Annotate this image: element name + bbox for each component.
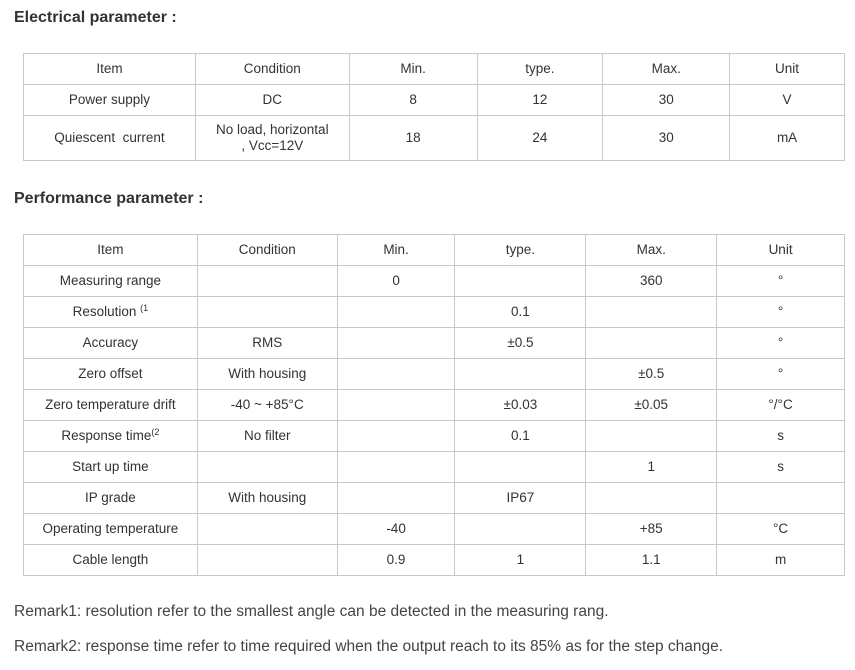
cell-type: 12	[477, 85, 603, 116]
cell-min	[337, 421, 455, 452]
cell-min	[337, 297, 455, 328]
cell-max	[586, 483, 717, 514]
cell-item	[24, 390, 198, 421]
cell-unit: °	[717, 359, 845, 390]
electrical-parameter-title: Electrical parameter :	[14, 9, 177, 26]
remark-1: Remark1: resolution refer to the smallest angle can be detected in the measuring rang.	[14, 603, 609, 620]
table-row	[24, 328, 845, 359]
cell-min: 18	[349, 116, 477, 161]
cell-max	[586, 421, 717, 452]
cell-unit: V	[730, 85, 845, 116]
cell-type: IP67	[455, 483, 586, 514]
cell-condition: DC	[195, 85, 349, 116]
cell-item	[24, 297, 198, 328]
cell-condition: No load, horizontal , Vcc=12V	[195, 116, 349, 161]
table-row	[24, 390, 845, 421]
cell-max: +85	[586, 514, 717, 545]
cell-condition	[197, 297, 337, 328]
cell-unit: m	[717, 545, 845, 576]
cell-item: Power supply	[24, 85, 196, 116]
header-item: Item	[24, 54, 196, 85]
table-row	[24, 452, 845, 483]
cell-item	[24, 483, 198, 514]
cell-min	[337, 483, 455, 514]
cell-condition: With housing	[197, 359, 337, 390]
table-header-row	[24, 235, 845, 266]
cell-item	[24, 359, 198, 390]
header-unit: Unit	[717, 235, 845, 266]
cell-unit: °	[717, 266, 845, 297]
table-row	[24, 545, 845, 576]
table-row	[24, 483, 845, 514]
cell-max: 1	[586, 452, 717, 483]
cell-min	[337, 390, 455, 421]
cell-max: 30	[603, 116, 730, 161]
cell-max: 1.1	[586, 545, 717, 576]
cell-item	[24, 452, 198, 483]
cell-condition: RMS	[197, 328, 337, 359]
cell-item	[24, 545, 198, 576]
footnote-marker: (1	[140, 303, 149, 313]
cell-item-label: Zero offset	[78, 366, 143, 381]
cell-item-label: Cable length	[72, 552, 149, 567]
cell-type: 0.1	[455, 421, 586, 452]
cell-type: 1	[455, 545, 586, 576]
header-condition: Condition	[195, 54, 349, 85]
electrical-parameter-table	[23, 53, 845, 161]
header-item: Item	[24, 235, 198, 266]
cell-condition	[197, 266, 337, 297]
cell-type: 0.1	[455, 297, 586, 328]
header-max: Max.	[586, 235, 717, 266]
cell-unit: s	[717, 421, 845, 452]
cell-condition	[197, 545, 337, 576]
table-header-row	[24, 54, 845, 85]
cell-item: Quiescent current	[24, 116, 196, 161]
cell-min: 0.9	[337, 545, 455, 576]
performance-parameter-title: Performance parameter :	[14, 190, 204, 207]
cell-unit	[717, 483, 845, 514]
table-row	[24, 514, 845, 545]
cell-max: ±0.05	[586, 390, 717, 421]
cell-condition	[197, 452, 337, 483]
cell-unit: mA	[730, 116, 845, 161]
table-row	[24, 297, 845, 328]
remark-2: Remark2: response time refer to time required when the output reach to its 85% as for the step change.	[14, 638, 724, 655]
cell-unit: °/°C	[717, 390, 845, 421]
footnote-marker: (2	[151, 427, 160, 437]
cell-min	[337, 359, 455, 390]
cell-type: ±0.03	[455, 390, 586, 421]
table-row	[24, 359, 845, 390]
cell-max: ±0.5	[586, 359, 717, 390]
header-type: type.	[455, 235, 586, 266]
cell-type	[455, 266, 586, 297]
header-min: Min.	[337, 235, 455, 266]
cell-type	[455, 452, 586, 483]
cell-type: ±0.5	[455, 328, 586, 359]
cell-item-label: Resolution	[72, 304, 141, 319]
header-max: Max.	[603, 54, 730, 85]
header-condition: Condition	[197, 235, 337, 266]
header-min: Min.	[349, 54, 477, 85]
cell-item	[24, 266, 198, 297]
table-row	[24, 266, 845, 297]
cell-min: 0	[337, 266, 455, 297]
cell-item-label: Start up time	[72, 459, 149, 474]
cell-type	[455, 514, 586, 545]
cell-max	[586, 328, 717, 359]
cell-unit: °	[717, 328, 845, 359]
cell-condition: With housing	[197, 483, 337, 514]
cell-item-label: Measuring range	[59, 273, 162, 288]
header-unit: Unit	[730, 54, 845, 85]
cell-item-label: Zero temperature drift	[45, 397, 176, 412]
cell-item	[24, 328, 198, 359]
cell-unit: °C	[717, 514, 845, 545]
cell-unit: s	[717, 452, 845, 483]
cell-item	[24, 514, 198, 545]
cell-item-label: IP grade	[85, 490, 136, 505]
cell-type: 24	[477, 116, 603, 161]
table-row	[24, 421, 845, 452]
cell-max	[586, 297, 717, 328]
cell-condition	[197, 514, 337, 545]
cell-item-label: Accuracy	[82, 335, 139, 350]
table-row	[24, 116, 845, 161]
cell-condition: No filter	[197, 421, 337, 452]
cell-type	[455, 359, 586, 390]
header-type: type.	[477, 54, 603, 85]
cell-min	[337, 452, 455, 483]
cell-min: 8	[349, 85, 477, 116]
cell-item	[24, 421, 198, 452]
cell-item-label: Response time	[61, 428, 152, 443]
cell-min: -40	[337, 514, 455, 545]
cell-max: 360	[586, 266, 717, 297]
cell-max: 30	[603, 85, 730, 116]
cell-item-label: Operating temperature	[42, 521, 179, 536]
cell-unit: °	[717, 297, 845, 328]
cell-min	[337, 328, 455, 359]
table-row	[24, 85, 845, 116]
cell-condition: -40 ~ +85°C	[197, 390, 337, 421]
performance-parameter-table	[23, 234, 845, 576]
